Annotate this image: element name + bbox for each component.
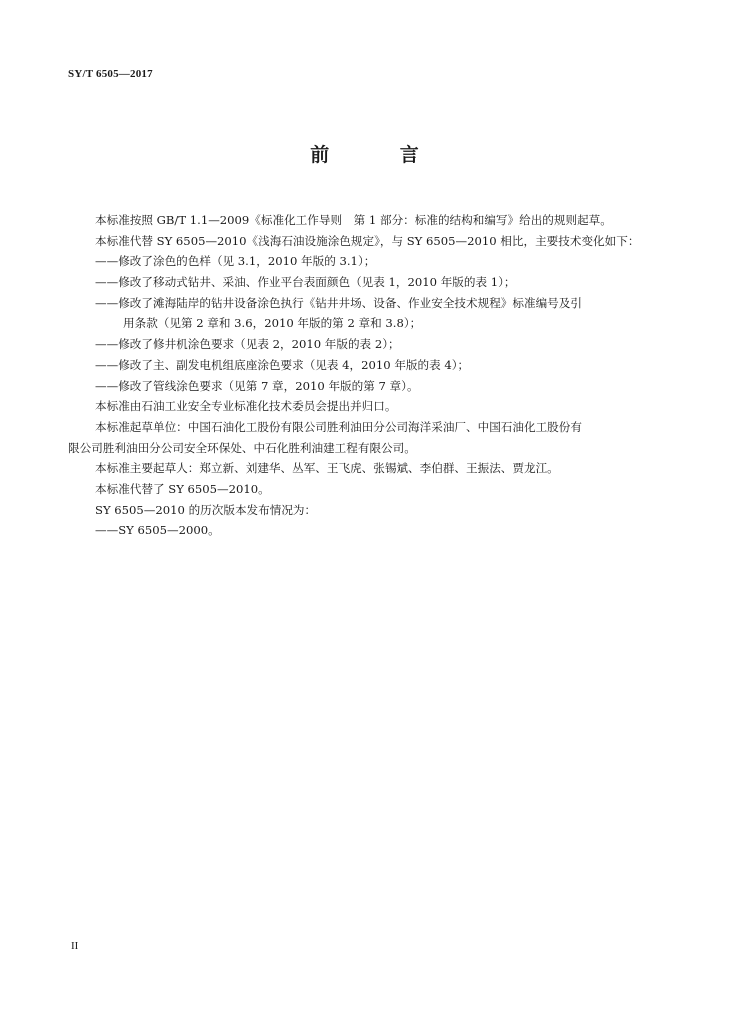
change-list-item: ——修改了修井机涂色要求（见表 2，2010 年版的表 2）； — [95, 337, 400, 352]
standard-code: SY/T 6505—2017 — [68, 68, 153, 80]
edition-list-item: ——SY 6505—2000。 — [95, 523, 220, 538]
change-list-item: ——修改了移动式钻井、采油、作业平台表面颜色（见表 1，2010 年版的表 1）； — [95, 275, 516, 290]
page-number: II — [71, 940, 79, 952]
paragraph-line: 本标准代替 SY 6505—2010《浅海石油设施涂色规定》，与 SY 6505—2010 相比，主要技术变化如下： — [95, 233, 640, 248]
paragraph-line: 本标准由石油工业安全专业标准化技术委员会提出并归口。 — [95, 399, 397, 414]
paragraph-line: 本标准代替了 SY 6505—2010。 — [95, 481, 270, 496]
paragraph-line-continuation: 限公司胜利油田分公司安全环保处、中石化胜利油建工程有限公司。 — [68, 440, 416, 455]
paragraph-line: 本标准起草单位：中国石油化工股份有限公司胜利油田分公司海洋采油厂、中国石油化工股份有 — [95, 419, 582, 434]
change-list-item: ——修改了涂色的色样（见 3.1，2010 年版的 3.1）； — [95, 254, 376, 269]
paragraph-line: SY 6505—2010 的历次版本发布情况为： — [95, 502, 317, 517]
change-list-item: ——修改了主、副发电机组底座涂色要求（见表 4，2010 年版的表 4）； — [95, 357, 470, 372]
change-list-item-continuation: 用条款（见第 2 章和 3.6，2010 年版的第 2 章和 3.8）； — [123, 316, 422, 331]
paragraph-line: 本标准按照 GB/T 1.1—2009《标准化工作导则 第 1 部分：标准的结构和编写》给出的规则起草。 — [95, 213, 612, 227]
change-list-item: ——修改了滩海陆岸的钻井设备涂色执行《钻井井场、设备、作业安全技术规程》标准编号及引 — [95, 295, 582, 310]
page-title: 前 言 — [310, 144, 451, 166]
change-list-item: ——修改了管线涂色要求（见第 7 章，2010 年版的第 7 章）。 — [95, 378, 419, 393]
foreword-body — [68, 210, 661, 541]
paragraph-line: 本标准主要起草人：郑立新、刘建华、丛军、王飞虎、张锡斌、李伯群、王振法、贾龙江。 — [95, 461, 559, 476]
